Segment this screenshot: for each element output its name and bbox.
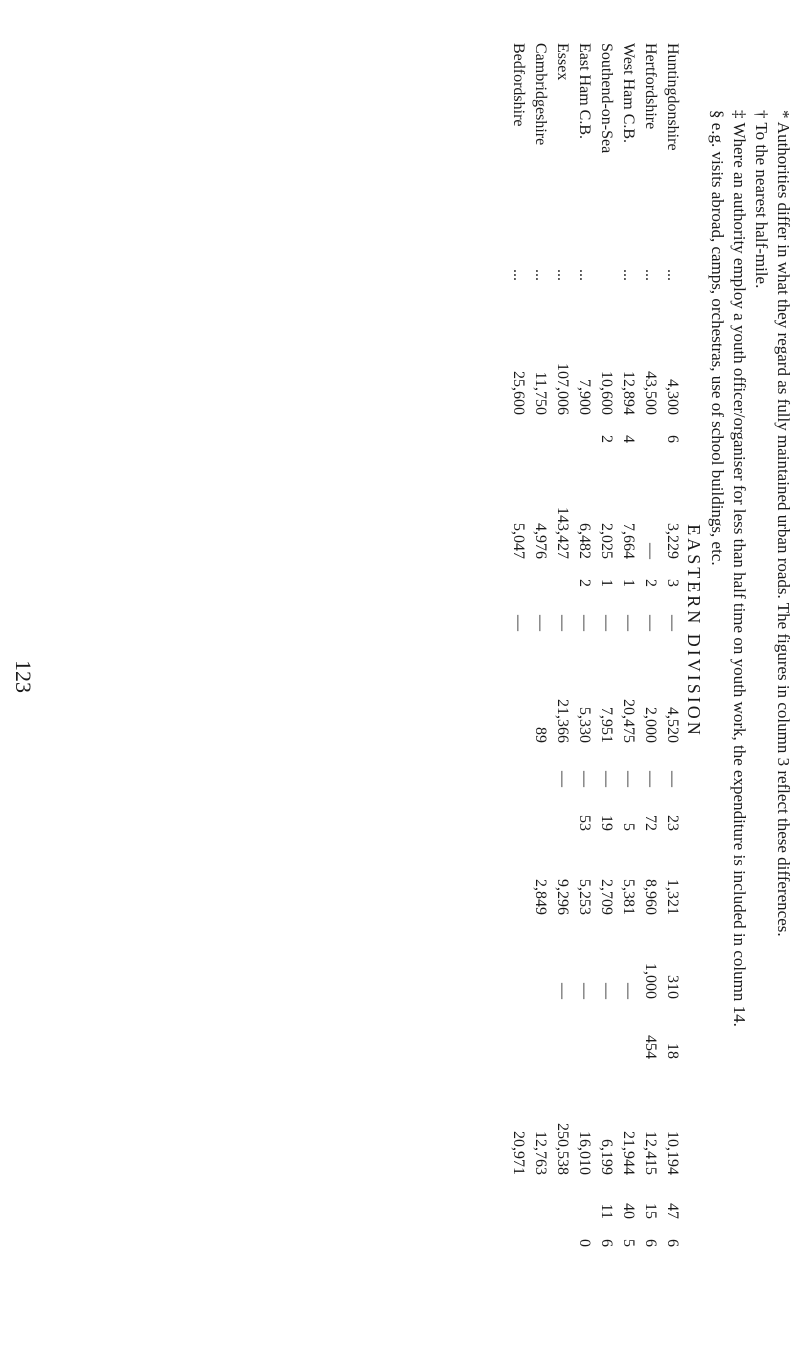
table-row	[661, 40, 683, 1250]
table-cell	[551, 1178, 573, 1222]
table-cell: 7,900	[576, 379, 593, 415]
table-cell	[573, 1178, 595, 1222]
authority-name: Essex	[554, 43, 571, 81]
table-cell: 2,849	[532, 879, 549, 915]
table-cell: 4	[620, 435, 637, 443]
table-cell	[529, 918, 551, 1002]
table-cell: 43,500	[642, 371, 659, 415]
authority-name: Huntingdonshire	[664, 43, 681, 151]
table-cell: 19	[598, 815, 615, 831]
table-row	[507, 40, 529, 1250]
table-cell: —	[576, 771, 593, 787]
table-cell: 5,381	[620, 879, 637, 915]
authority-name: Southend-on-Sea	[598, 43, 615, 154]
table-cell: —	[554, 771, 571, 787]
table-cell	[507, 1222, 529, 1250]
table-row	[595, 40, 617, 1250]
table-cell: 2,000	[642, 707, 659, 743]
footnote-3: ‡ Where an authority employ a youth officer/organiser for less than half time on youth work, the expenditure is included in column 14.	[730, 110, 749, 1027]
table-cell	[551, 634, 573, 646]
table-cell: 3,229	[664, 523, 681, 559]
division-heading: EASTERN DIVISION	[684, 524, 705, 738]
table-cell: 6,199	[598, 1139, 615, 1175]
table-cell: 2	[598, 435, 615, 443]
table-cell	[507, 562, 529, 590]
table-cell	[595, 1002, 617, 1062]
table-cell	[551, 790, 573, 834]
table-cell: 5	[620, 1239, 637, 1247]
leader-dots: ...	[576, 269, 593, 281]
table-cell: —	[598, 983, 615, 999]
table-cell: —	[620, 615, 637, 631]
table-cell	[507, 634, 529, 646]
table-row	[639, 40, 661, 1250]
table-cell: 143,427	[554, 507, 571, 559]
table-cell	[507, 646, 529, 746]
table-cell: 12,894	[620, 371, 637, 415]
table-cell: 10,194	[664, 1131, 681, 1175]
table-cell: 20,971	[510, 1131, 527, 1175]
table-cell: 40	[620, 1203, 637, 1219]
table-cell	[661, 634, 683, 646]
table-cell: 21,944	[620, 1131, 637, 1175]
table-cell	[507, 918, 529, 1002]
table-cell	[551, 1002, 573, 1062]
table-cell	[507, 1178, 529, 1222]
table-cell: 72	[642, 815, 659, 831]
table-cell	[507, 834, 529, 918]
table-cell: —	[554, 615, 571, 631]
table-cell: —	[664, 771, 681, 787]
table-cell	[507, 1002, 529, 1062]
table-cell: —	[598, 771, 615, 787]
leader-dots: ...	[642, 269, 659, 281]
table-cell	[573, 634, 595, 646]
table-row	[617, 40, 639, 1250]
table-cell	[551, 1222, 573, 1250]
table-cell	[617, 1002, 639, 1062]
table-cell: 11,750	[532, 371, 549, 415]
table-cell: 10,600	[598, 371, 615, 415]
authority-name: East Ham C.B.	[576, 43, 593, 139]
table-cell: —	[510, 615, 527, 631]
table-cell: —	[664, 615, 681, 631]
table-cell	[507, 418, 529, 446]
leader-dots: ...	[620, 269, 637, 281]
table-cell: 4,300	[664, 379, 681, 415]
table-cell: —	[620, 983, 637, 999]
table-cell: 5,047	[510, 523, 527, 559]
table-cell: 107,006	[554, 363, 571, 415]
table-cell	[595, 634, 617, 646]
table-cell	[573, 1002, 595, 1062]
table-cell: 4,976	[532, 523, 549, 559]
authority-name: Hertfordshire	[642, 43, 659, 130]
table-cell: 9,296	[554, 879, 571, 915]
authority-name: Bedfordshire	[510, 43, 527, 127]
table-cell	[529, 1178, 551, 1222]
table-cell	[529, 790, 551, 834]
table-cell: 53	[576, 815, 593, 831]
table-cell: 5,330	[576, 707, 593, 743]
table-cell: —	[642, 615, 659, 631]
table-cell: 6	[642, 1239, 659, 1247]
table-cell: 12,415	[642, 1131, 659, 1175]
table-cell: —	[532, 615, 549, 631]
leader-dots: ...	[510, 269, 527, 281]
authority-name: Cambridgeshire	[532, 43, 549, 146]
table-cell: 89	[532, 727, 549, 743]
table-cell: 25,600	[510, 371, 527, 415]
table-cell: 250,538	[554, 1123, 571, 1175]
page-number: 123	[11, 660, 36, 693]
table-cell: 2,025	[598, 523, 615, 559]
table-cell: —	[642, 771, 659, 787]
table-cell: 15	[642, 1203, 659, 1219]
footnote-2: † To the nearest half-mile.	[752, 110, 771, 289]
table-cell	[551, 418, 573, 446]
table-row	[529, 40, 551, 1250]
table-cell: 2	[576, 579, 593, 587]
table-cell: 2,709	[598, 879, 615, 915]
table-cell: 1	[620, 579, 637, 587]
table-cell: 21,366	[554, 699, 571, 743]
table-cell: 310	[664, 975, 681, 999]
table-cell	[507, 746, 529, 790]
table-cell	[573, 418, 595, 446]
table-cell: —	[554, 983, 571, 999]
table-cell: 1,000	[642, 963, 659, 999]
leader-dots	[595, 266, 617, 302]
table-cell	[529, 1002, 551, 1062]
table-cell: 3	[664, 579, 681, 587]
table-cell	[529, 634, 551, 646]
table-cell	[529, 562, 551, 590]
table-body	[507, 40, 705, 1250]
table-row	[573, 40, 595, 1250]
table-cell: —	[576, 983, 593, 999]
table-cell: 11	[598, 1203, 615, 1219]
table-cell: 20,475	[620, 699, 637, 743]
footnote-4: § e.g. visits abroad, camps, orchestras, use of school buildings, etc.	[708, 110, 727, 566]
table-cell	[529, 1222, 551, 1250]
statistics-table	[507, 40, 705, 1250]
table-cell: 6	[664, 435, 681, 443]
leader-dots: ...	[532, 269, 549, 281]
table-cell: —	[598, 615, 615, 631]
table-cell: 12,763	[532, 1131, 549, 1175]
table-cell	[617, 634, 639, 646]
table-cell: 1	[598, 579, 615, 587]
table-cell: 8,960	[642, 879, 659, 915]
table-cell: 0	[576, 1239, 593, 1247]
leader-dots: ...	[664, 269, 681, 281]
table-cell: 5,253	[576, 879, 593, 915]
table-cell: 23	[664, 815, 681, 831]
table-cell: 16,010	[576, 1131, 593, 1175]
table-cell: 47	[664, 1203, 681, 1219]
table-cell: —	[642, 543, 659, 559]
table-cell: 7,664	[620, 523, 637, 559]
table-cell: 6	[664, 1239, 681, 1247]
table-row	[551, 40, 573, 1250]
table-cell	[551, 562, 573, 590]
leader-dots: ...	[554, 269, 571, 281]
table-cell: 2	[642, 579, 659, 587]
table-cell: 7,951	[598, 707, 615, 743]
table-cell	[529, 746, 551, 790]
table-cell	[529, 418, 551, 446]
table-cell: —	[576, 615, 593, 631]
table-cell: 18	[664, 1043, 681, 1059]
table-cell: 1,321	[664, 879, 681, 915]
footnote-1: * Authorities differ in what they regard as fully maintained urban roads. The figures in column 3 reflect these differences.	[774, 110, 793, 937]
table-cell: 454	[642, 1035, 659, 1059]
table-cell	[639, 418, 661, 446]
table-cell	[639, 634, 661, 646]
authority-name: West Ham C.B.	[620, 43, 637, 144]
table-cell	[507, 790, 529, 834]
table-cell: 5	[620, 823, 637, 831]
table-cell: 6	[598, 1239, 615, 1247]
table-cell: 4,520	[664, 707, 681, 743]
table-cell: 6,482	[576, 523, 593, 559]
table-cell: —	[620, 771, 637, 787]
